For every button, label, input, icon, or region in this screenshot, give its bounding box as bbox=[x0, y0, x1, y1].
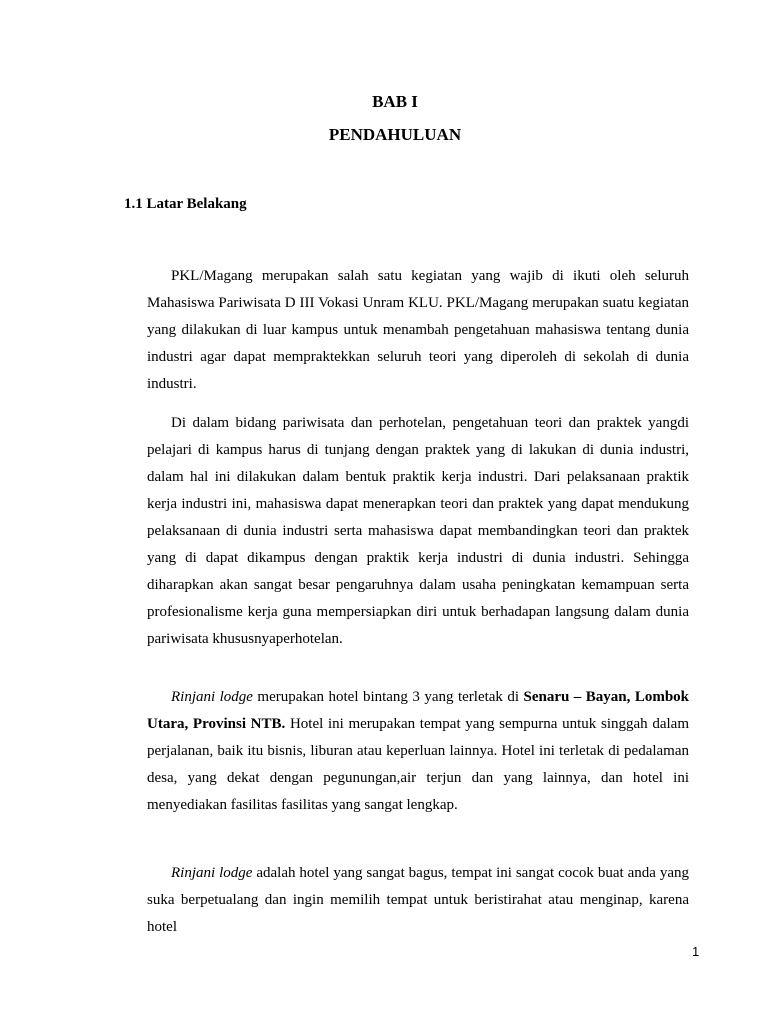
paragraph-2 bbox=[147, 410, 689, 653]
hotel-name-italic: Rinjani lodge bbox=[171, 689, 253, 705]
paragraph-1-text: PKL/Magang merupakan salah satu kegiatan yang wajib di ikuti oleh seluruh Mahasiswa Pariwisata D III Vokasi Unram KLU. PKL/Magang merupakan suatu kegiatan yang dilakukan di luar kampus untuk menambah pengetahuan mahasiswa tentang dunia industri agar dapat mempraktekkan seluruh teori yang diperoleh di sekolah di dunia industri. bbox=[147, 268, 689, 392]
hotel-name-italic-2: Rinjani lodge bbox=[171, 865, 253, 881]
paragraph-4-text: adalah hotel yang sangat bagus, tempat ini sangat cocok buat anda yang suka berpetualang dan ingin memilih tempat untuk beristirahat atau menginap, karena hotel bbox=[147, 865, 689, 935]
hotel-location-bold: Senaru – Bayan, Lombok Utara, Provinsi NTB. bbox=[147, 689, 690, 732]
paragraph-3 bbox=[147, 684, 689, 819]
paragraph-2-text: Di dalam bidang pariwisata dan perhotelan, pengetahuan teori dan praktek yangdi pelajari di kampus harus di tunjang dengan praktek yang di lakukan di dunia industri, dalam hal ini dilakukan dalam bentuk praktik kerja industri. Dari pelaksanaan praktik kerja industri ini, mahasiswa dapat menerapkan teori dan praktek yang dapat mendukung pelaksanaan di dunia industri serta mahasiswa dapat membandingkan teori dan praktek yang di dapat dikampus dengan praktik kerja industri di dunia industri. Sehingga diharapkan akan sangat besar pengaruhnya dalam usaha peningkatan kemampuan serta profesionalisme kerja guna mempersiapkan diri untuk berhadapan langsung dalam dunia pariwisata khususnyaperhotelan. bbox=[147, 415, 689, 647]
chapter-number: BAB I bbox=[372, 92, 418, 111]
paragraph-3-text-b: Hotel ini merupakan tempat yang sempurna untuk singgah dalam perjalanan, baik itu bisnis, liburan atau keperluan lainnya. Hotel ini terletak di pedalaman desa, yang dekat dengan pegunungan,air terjun dan yang lainnya, dan hotel ini menyediakan fasilitas fasilitas yang sangat lengkap. bbox=[147, 716, 689, 813]
paragraph-1 bbox=[147, 263, 689, 398]
chapter-title: PENDAHULUAN bbox=[328, 125, 462, 144]
paragraph-4 bbox=[147, 860, 689, 941]
section-heading: 1.1 Latar Belakang bbox=[124, 196, 247, 212]
page-number: 1 bbox=[692, 944, 700, 959]
paragraph-3-text-a: merupakan hotel bintang 3 yang terletak di bbox=[252, 689, 524, 705]
